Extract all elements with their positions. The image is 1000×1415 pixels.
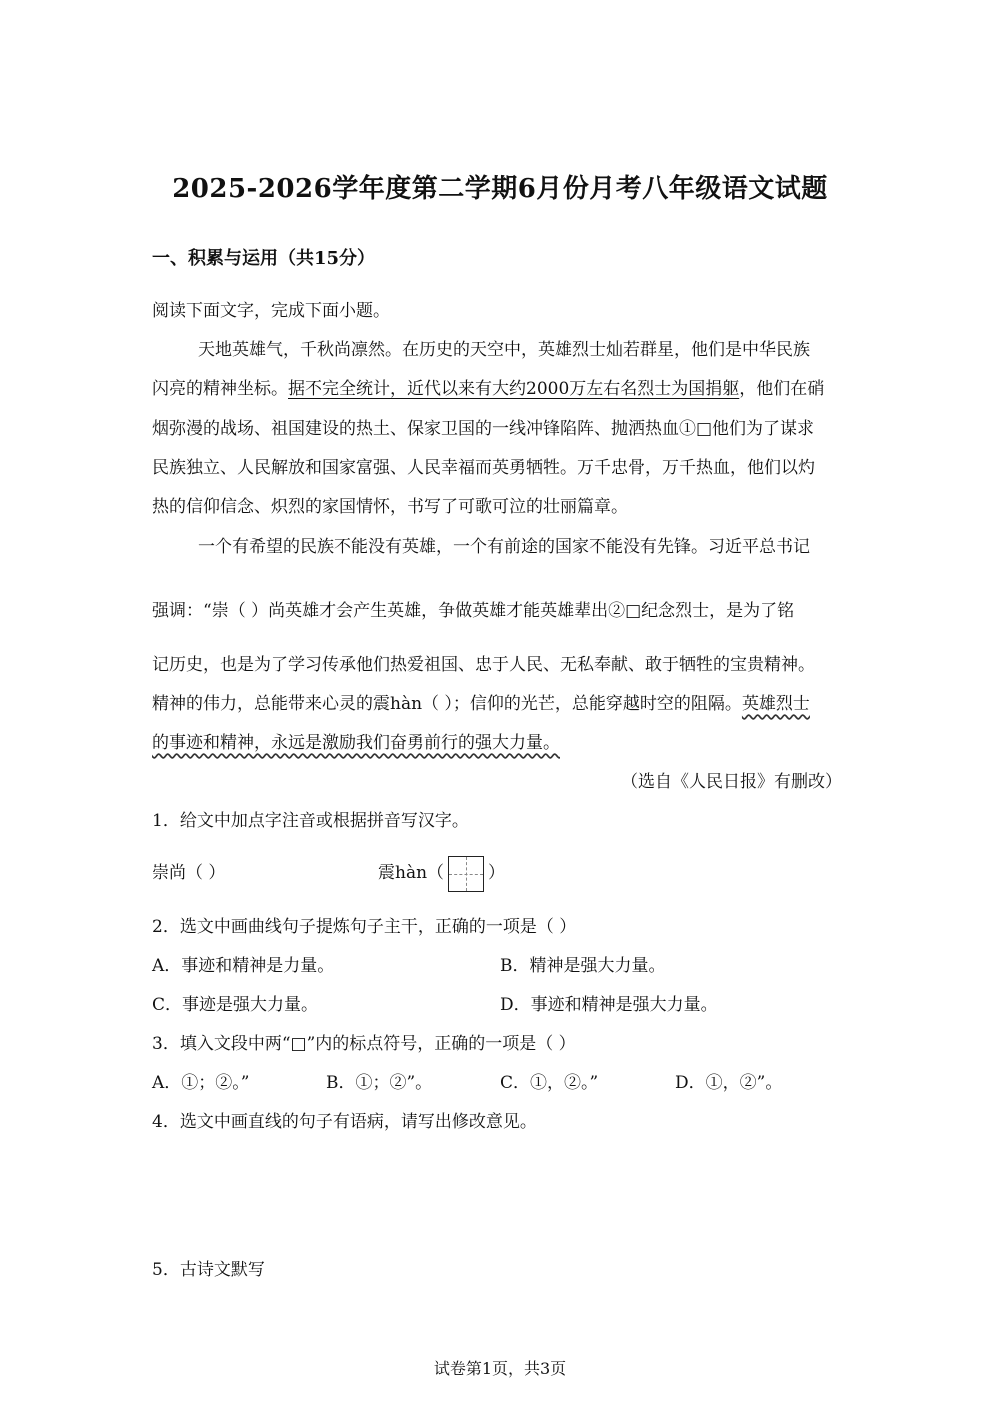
passage-source: （选自《人民日报》有删改）: [621, 772, 842, 792]
question-1-item-b: [378, 845, 505, 901]
question-1-item-a: 崇尚（ ）: [152, 863, 226, 883]
question-1-item-b-close: ）: [488, 863, 506, 883]
passage-text: 闪亮的精神坐标。: [152, 379, 288, 399]
wavy-underlined-sentence: 英雄烈士: [741, 694, 810, 714]
passage-line: [152, 693, 810, 715]
underlined-sentence: 据不完全统计，近代以来有大约2000万左右名烈士为国捐躯: [288, 379, 740, 399]
passage-line: 强调：“崇（ ）尚英雄才会产生英雄，争做英雄才能英雄辈出②□纪念烈士，是为了铭: [152, 601, 795, 621]
question-2-option-c[interactable]: C．事迹是强大力量。: [152, 995, 319, 1015]
passage-line: 民族独立、人民解放和国家富强、人民幸福而英勇牺牲。万千忠骨，万千热血，他们以灼: [152, 458, 815, 478]
wavy-underlined-sentence: 的事迹和精神，永远是激励我们奋勇前行的强大力量。: [152, 733, 560, 753]
question-3-stem: 3．填入文段中两“□”内的标点符号，正确的一项是（ ）: [152, 1034, 576, 1054]
passage-line: 热的信仰信念、炽烈的家国情怀，书写了可歌可泣的壮丽篇章。: [152, 497, 628, 517]
answer-grid-box[interactable]: [448, 856, 484, 892]
passage-line: 烟弥漫的战场、祖国建设的热土、保家卫国的一线冲锋陷阵、抛洒热血①□他们为了谋求: [152, 419, 815, 439]
question-3-option-a[interactable]: A．①；②。”: [152, 1073, 250, 1093]
page-footer: 试卷第1页，共3页: [433, 1359, 567, 1378]
question-2-stem: 2．选文中画曲线句子提炼句子主干，正确的一项是（ ）: [152, 917, 577, 937]
question-2-option-a[interactable]: A．事迹和精神是力量。: [152, 956, 335, 976]
page-title: 2025-2026学年度第二学期6月份月考八年级语文试题: [172, 174, 828, 204]
passage-line: 记历史，也是为了学习传承他们热爱祖国、忠于人民、无私奉献、敢于牺牲的宝贵精神。: [152, 655, 815, 675]
question-3-option-b[interactable]: B．①；②”。: [326, 1073, 433, 1093]
question-5-stem: 5．古诗文默写: [152, 1260, 265, 1280]
question-2-option-b[interactable]: B．精神是强大力量。: [500, 956, 666, 976]
passage-text: 精神的伟力，总能带来心灵的震hàn（ ）；信仰的光芒，总能穿越时空的阻隔。: [152, 694, 742, 714]
passage-line: 天地英雄气，千秋尚凛然。在历史的天空中，英雄烈士灿若群星，他们是中华民族: [198, 340, 810, 360]
passage-text: ，他们在硝: [739, 379, 825, 399]
section-heading: 一、积累与运用（共15分）: [152, 248, 376, 269]
question-4-stem: 4．选文中画直线的句子有语病，请写出修改意见。: [152, 1112, 537, 1132]
question-3-option-d[interactable]: D．①，②”。: [675, 1073, 783, 1093]
question-2-option-d[interactable]: D．事迹和精神是强大力量。: [500, 995, 718, 1015]
question-1-item-b-label: 震hàn（: [378, 863, 445, 883]
passage-line: 一个有希望的民族不能没有英雄，一个有前途的国家不能没有先锋。习近平总书记: [198, 537, 810, 557]
passage-line: [152, 378, 824, 400]
reading-instruction: 阅读下面文字，完成下面小题。: [152, 301, 390, 321]
passage-line: [152, 732, 560, 754]
question-3-option-c[interactable]: C．①，②。”: [500, 1073, 599, 1093]
question-1-stem: 1．给文中加点字注音或根据拼音写汉字。: [152, 811, 469, 831]
